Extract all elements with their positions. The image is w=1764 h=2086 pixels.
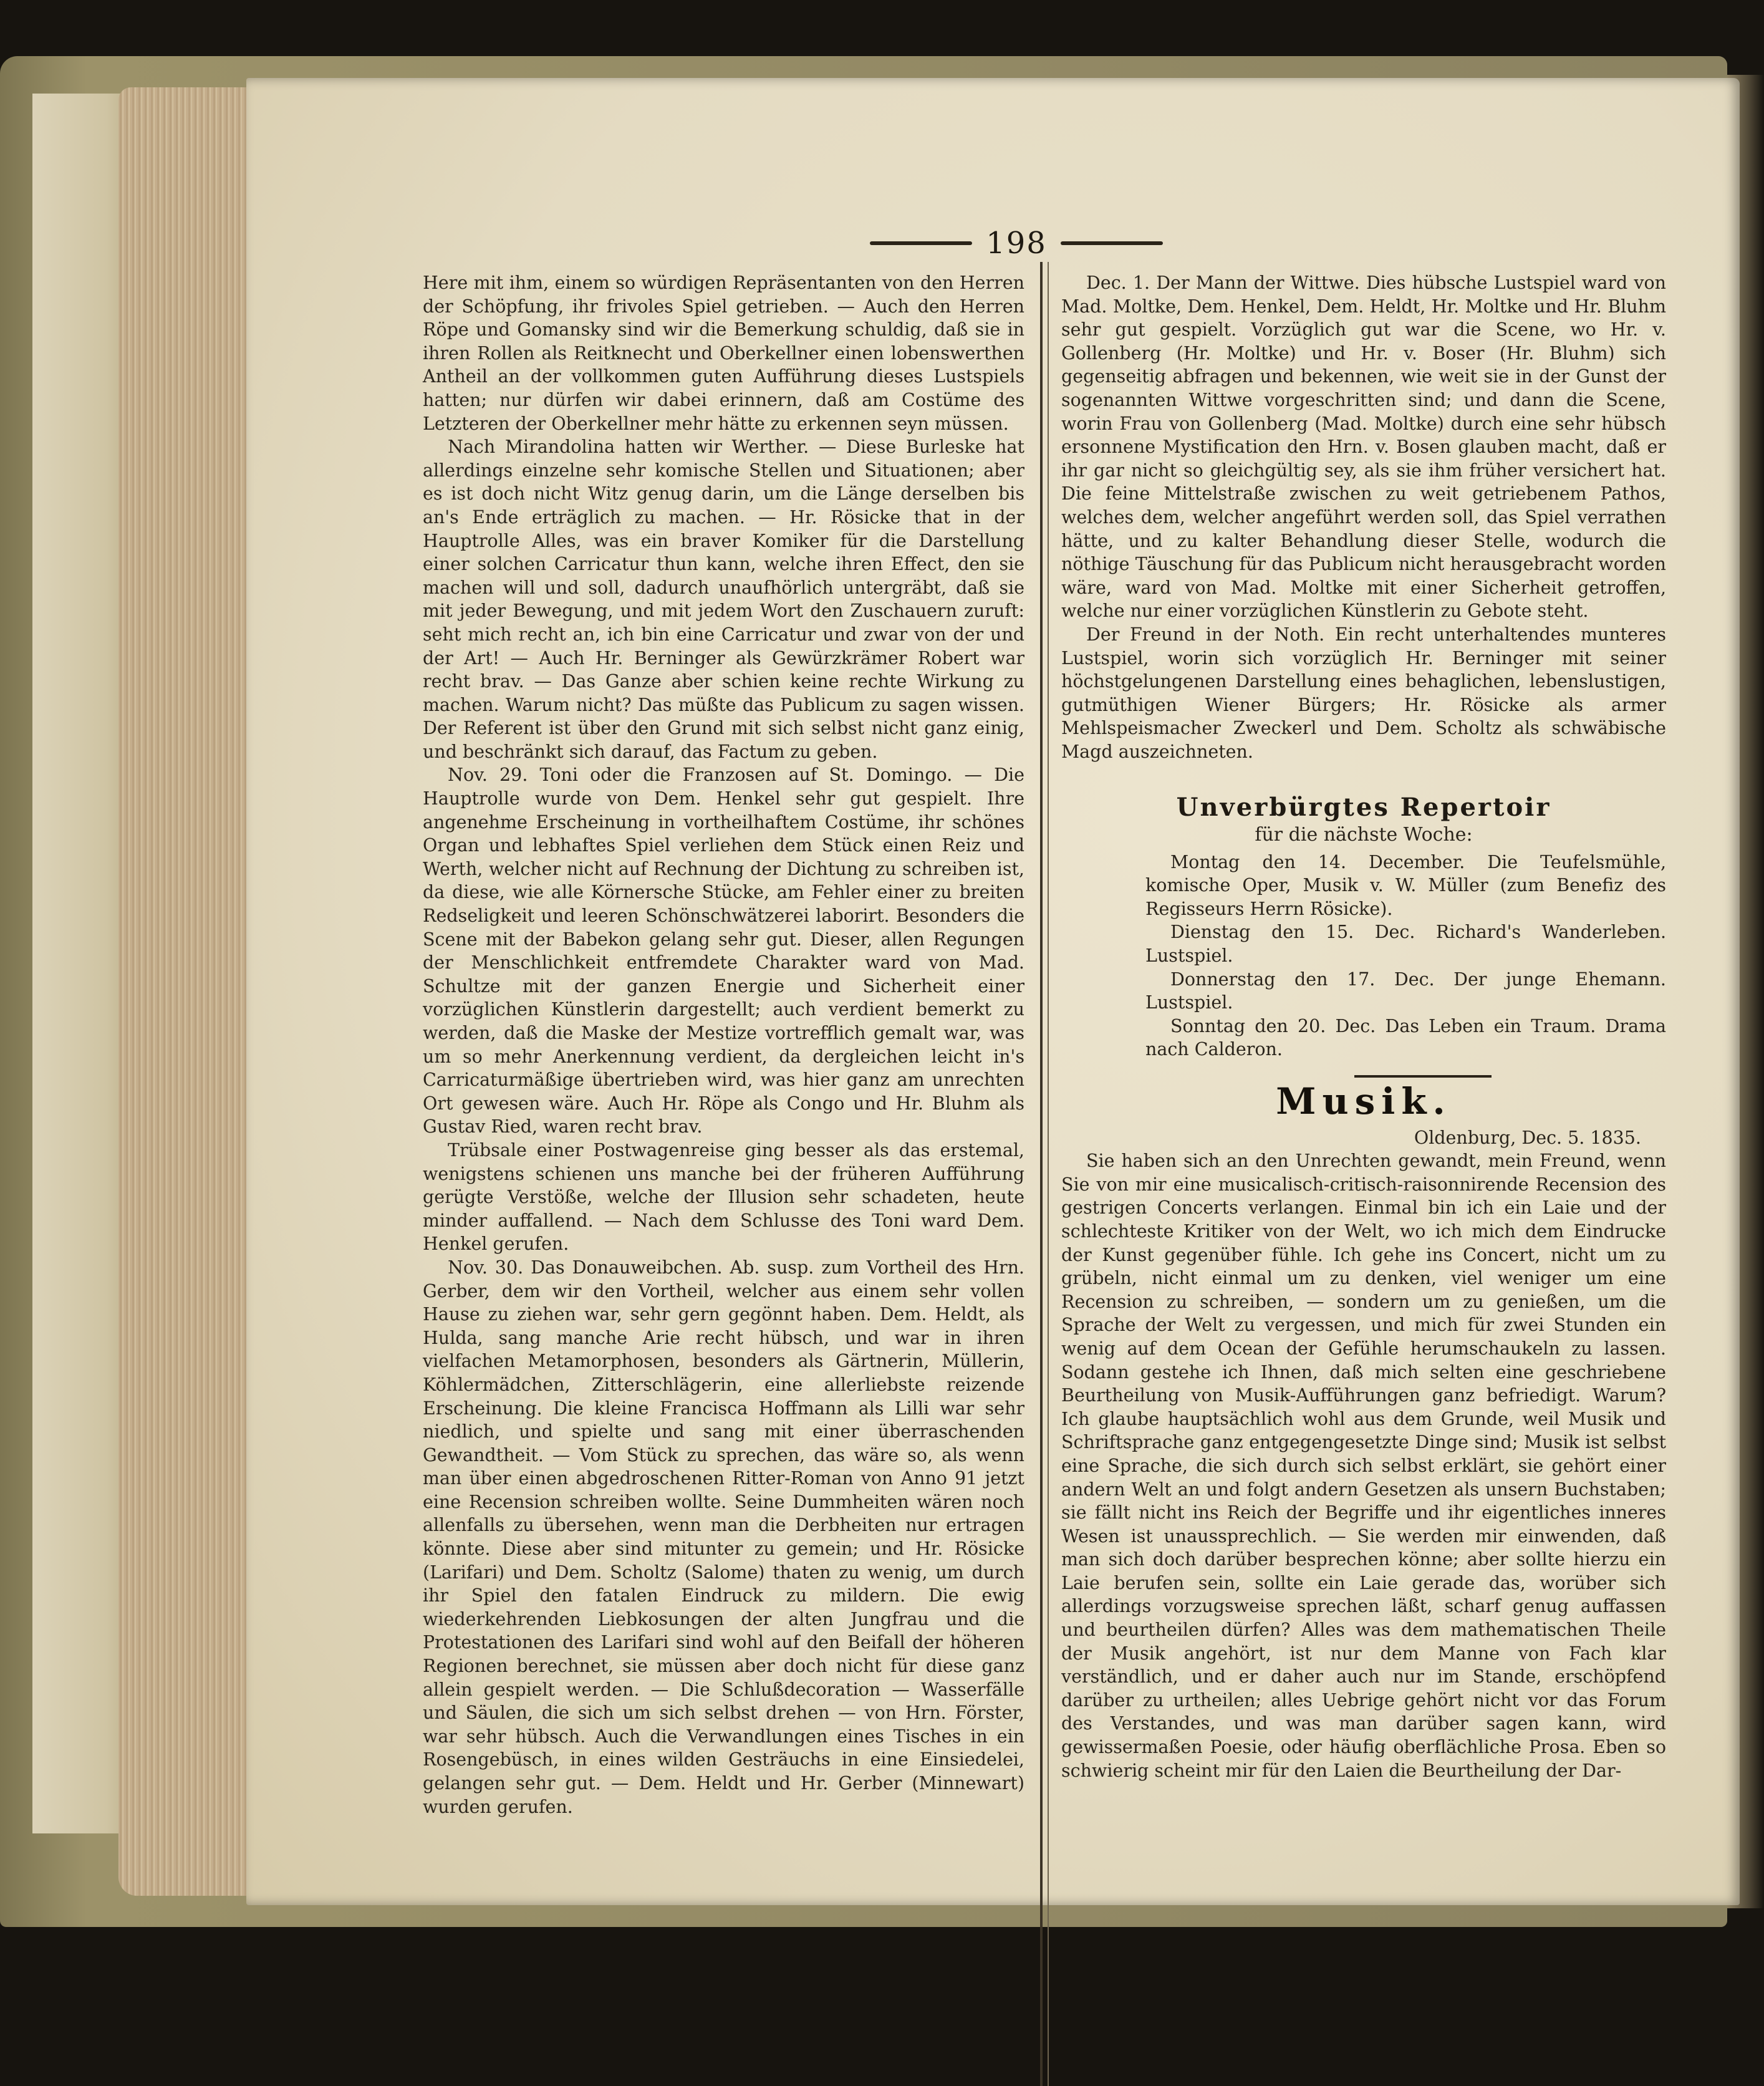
left-paragraph: Nach Mirandolina hatten wir Werther. — Diese Burleske hat allerdings einzelne sehr komische Stellen und Situationen; aber es ist doch nicht Witz genug darin, um die Länge derselben bis an's Ende erträglich zu machen. — Hr. Rösicke that in der Hauptrolle Alles, was ein braver Komiker für die Darstellung einer solchen Carricatur thun kann, welche ihren Effect, den sie machen will und soll, dadurch unaufhörlich untergräbt, daß sie mit jeder Bewegung, und mit jedem Wort den Zuschauern zuruft: seht mich recht an, ich bin eine Carricatur und zwar von der und der Art! — Auch Hr. Berninger als Gewürzkrämer Robert war recht brav. — Das Ganze aber schien keine rechte Wirkung zu machen. Warum nicht? Das müßte das Publicum zu sagen wissen. Der Referent ist über den Grund mit sich selbst nicht ganz einig, und beschränkt sich darauf, das Factum zu geben. (423, 437, 1024, 762)
repertoire-entry: Montag den 14. December. Die Teufelsmühle, komische Oper, Musik v. W. Müller (zum Benefiz des Regisseurs Herrn Rösicke). (1145, 851, 1666, 919)
musik-paragraph: Sie haben sich an den Unrechten gewandt, mein Freund, wenn Sie von mir eine musicalisch-critisch-raisonnirende Recension des gestrigen Concerts verlangen. Einmal bin ich ein Laie und der schlechteste Kritiker von der Welt, wo ich mich dem Eindrucke der Kunst gegenüber fühle. Ich gehe ins Concert, nicht um zu grübeln, nicht einmal um zu denken, viel weniger um eine Recension zu schreiben, — sondern um zu genießen, um die Sprache der Welt zu vergessen, und mich für zwei Stunden ein wenig auf dem Ocean der Gefühle herumschaukeln zu lassen. Sodann gestehe ich Ihnen, daß mich selten eine geschriebene Beurtheilung von Musik-Aufführungen ganz befriedigt. Warum? Ich glaube hauptsächlich wohl aus dem Grunde, weil Musik und Schriftsprache ganz entgegengesetzte Dinge sind; Musik ist selbst eine Sprache, die sich durch sich selbst erklärt, sie gehört einer andern Welt an und folgt andern Gesetzen als unsern Buchstaben; sie fällt nicht ins Reich der Begriffe und ihr eigentliches inneres Wesen ist unaussprechlich. — Sie werden mir einwenden, daß man sich doch darüber besprechen könne; aber sollte hierzu ein Laie berufen sein, sollte ein Laie gerade das, worüber sich allerdings vorzugsweise sprechen läßt, scharf genug auffassen und beurtheilen dürfen? Alles was dem mathematischen Theile der Musik angehört, ist nur dem Manne von Fach klar verständlich, und er daher auch nur im Stande, erschöpfend darüber zu urtheilen; alles Uebrige gehört nicht vor das Forum des Verstandes, und was man darüber sagen kann, wird gewissermaßen Poesie, oder häufig oberflächliche Prosa. Eben so schwierig scheint mir für den Laien die Beurtheilung der Dar- (1061, 1151, 1666, 1781)
right-column (1061, 271, 1666, 1782)
repertoire-subheading: für die nächste Woche: (1255, 824, 1473, 846)
right-paragraph: Dec. 1. Der Mann der Wittwe. Dies hübsche Lustspiel ward von Mad. Moltke, Dem. Henkel, Dem. Heldt, Hr. Moltke und Hr. Bluhm sehr gut gespielt. Vorzüglich gut war die Scene, wo Hr. v. Gollenberg (Hr. Moltke) und Hr. v. Boser (Hr. Bluhm) sich gegenseitig abfragen und bekennen, wie weit sie in der Gunst der sogenannten Wittwe vorgeschritten sind; und dann die Scene, worin Frau von Gollenberg (Mad. Moltke) durch eine sehr hübsch ersonnene Mystification den Hrn. v. Bosen glauben macht, daß er ihr gar nicht so gleichgültig sey, als sie ihm früher versichert hat. Die feine Mittelstraße zwischen zu weit getriebenem Pathos, welches dem, welcher angeführt werden soll, das Spiel verrathen hätte, und zu kalter Behandlung dieser Stelle, wodurch die nöthige Täuschung für das Publicum nicht herausgebracht worden wäre, ward von Mad. Moltke mit einer Sicherheit getroffen, welche nur einer vorzüglichen Künstlerin zu Gebote steht. (1061, 273, 1666, 622)
left-paragraph: Nov. 29. Toni oder die Franzosen auf St. Domingo. — Die Hauptrolle wurde von Dem. Henkel sehr gut gespielt. Ihre angenehme Erscheinung in vortheilhaftem Costüme, ihr schönes Organ und lebhaftes Spiel verliehen dem Stück einen Reiz und Werth, welcher nicht auf Rechnung der Dichtung zu schreiben ist, da diese, wie alle Körnersche Stücke, am Fehler einer zu breiten Redseligkeit und leeren Schönschwätzerei laborirt. Besonders die Scene mit der Babekon gelang sehr gut. Dieser, allen Regungen der Menschlichkeit entfremdete Charakter ward von Mad. Schultze mit der ganzen Energie und Sicherheit einer vorzüglichen Künstlerin dargestellt; auch verdient bemerkt zu werden, daß die Maske der Mestize vortrefflich gemalt war, was um so mehr Anerkennung verdient, da dergleichen leicht in's Carricaturmäßige übertrieben wird, was hier ganz am unrechten Ort gewesen wäre. Auch Hr. Röpe als Congo und Hr. Bluhm als Gustav Ried, waren recht brav. (423, 765, 1024, 1137)
left-paragraph: Nov. 30. Das Donauweibchen. Ab. susp. zum Vortheil des Hrn. Gerber, dem wir den Vortheil, welcher aus einem sehr vollen Hause zu ziehen war, sehr gern gegönnt haben. Dem. Heldt, als Hulda, sang manche Arie recht hübsch, und war in ihren vielfachen Metamorphosen, besonders als Gärtnerin, Müllerin, Köhlermädchen, Zitterschlägerin, eine allerliebste reizende Erscheinung. Die kleine Francisca Hoffmann als Lilli war sehr niedlich, und spielte und sang mit einer überraschenden Gewandtheit. — Vom Stück zu sprechen, das wäre so, als wenn man über einen abgedroschenen Ritter-Roman von Anno 91 jetzt eine Recension schreiben wollte. Seine Dummheiten wären noch allenfalls zu übersehen, wenn man die Derbheiten nur ertragen könnte. Diese aber sind mitunter zu gemein; und Hr. Rösicke (Larifari) und Dem. Scholtz (Salome) thaten zu wenig, um durch ihr Spiel den fatalen Eindruck zu mildern. Die ewig wiederkehrenden Liebkosungen der alten Jungfrau und die Protestationen des Larifari sind wohl auf den Beifall der höheren Regionen berechnet, sie müssen aber doch nicht für diese ganz allein gespielt werden. — Die Schlußdecoration — Wasserfälle und Säulen, die sich um sich selbst drehen — von Hrn. Förster, war sehr hübsch. Auch die Verwandlungen eines Tisches in ein Rosengebüsch, in eines wilden Gesträuchs in eine Einsiedelei, gelangen sehr gut. — Dem. Heldt und Hr. Gerber (Minnewart) wurden gerufen. (423, 1257, 1024, 1817)
repertoire-entry: Donnerstag den 17. Dec. Der junge Ehemann. Lustspiel. (1145, 968, 1666, 1013)
repertoire-heading: Unverbürgtes Repertoir (1176, 793, 1551, 823)
header-rule-left (870, 241, 972, 245)
left-column (423, 271, 1024, 1818)
section-rule (1354, 1075, 1492, 1078)
page-block-edges (118, 87, 256, 1896)
repertoire-entry: Sonntag den 20. Dec. Das Leben ein Traum. Drama nach Calderon. (1145, 1015, 1666, 1060)
left-paragraph: Here mit ihm, einem so würdigen Repräsentanten von den Herren der Schöpfung, ihr frivoles Spiel getrieben. — Auch den Herren Röpe und Gomansky sind wir die Bemerkung schuldig, daß sie in ihren Rollen als Reitknecht und Oberkellner einen lobenswerthen Antheil an der vollkommen guten Aufführung dieses Lustspiels hatten; nur dürfen wir dabei erinnern, daß am Costüme des Letzteren der Oberkellner mehr hätte zu erkennen seyn müssen. (423, 273, 1024, 434)
header-rule-right (1061, 241, 1163, 245)
repertoire-entry: Dienstag den 15. Dec. Richard's Wanderleben. Lustspiel. (1145, 922, 1666, 967)
column-divider (1040, 262, 1043, 2086)
musik-dateline: Oldenburg, Dec. 5. 1835. (1414, 1127, 1641, 1148)
page-number: 198 (986, 226, 1047, 261)
musik-heading: Musik. (1276, 1080, 1452, 1123)
left-paragraph: Trübsale einer Postwagenreise ging besser als das erstemal, wenigstens schienen uns manche bei der früheren Aufführung gerügte Verstöße, welche der Illusion sehr schadeten, heute minder auffallend. — Nach dem Schlusse des Toni ward Dem. Henkel gerufen. (423, 1139, 1024, 1255)
column-divider-inner (1048, 262, 1049, 2086)
right-paragraph: Der Freund in der Noth. Ein recht unterhaltendes munteres Lustspiel, worin sich vorzüglich Hr. Berninger mit seiner höchstgelungenen Darstellung eines behaglichen, lebenslustigen, gutmüthigen Wiener Bürgers; Hr. Rösicke als armer Mehlspeismacher Zweckerl und Dem. Scholtz als schwäbische Magd auszeichneten. (1061, 624, 1666, 762)
page-header (870, 225, 1163, 262)
